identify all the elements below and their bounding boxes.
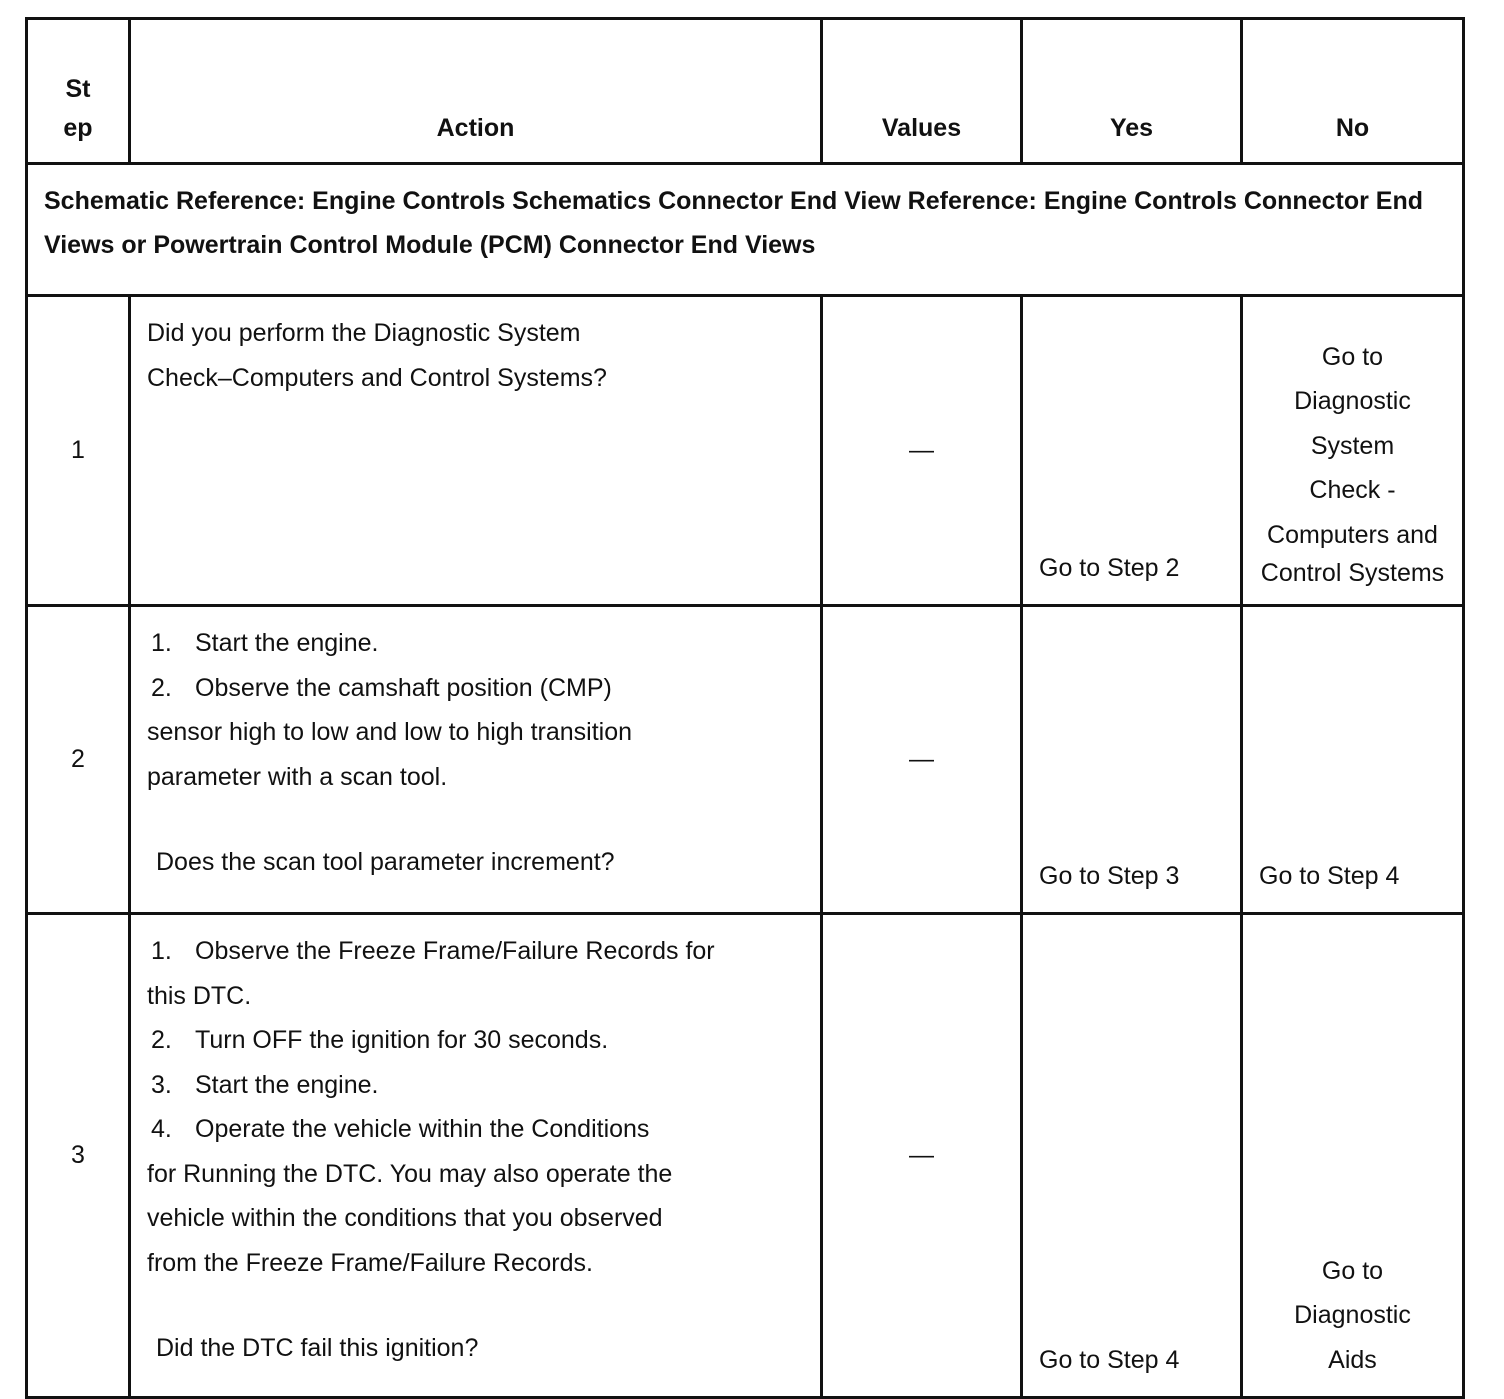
header-step: St ep — [27, 19, 130, 164]
values-cell: — — [822, 914, 1022, 1398]
no-line: Computers and — [1267, 520, 1438, 549]
action-line: for Running the DTC. You may also operate the — [147, 1159, 673, 1188]
no-line: Diagnostic — [1294, 387, 1411, 415]
step-number: 1 — [27, 296, 130, 606]
action-line: this DTC. — [147, 981, 252, 1010]
action-item: 3. Start the engine. — [151, 1070, 379, 1099]
no-cell — [1242, 914, 1464, 1398]
action-question: Does the scan tool parameter increment? — [156, 848, 615, 876]
no-cell — [1242, 296, 1464, 606]
yes-link[interactable]: Go to Step 3 — [1039, 861, 1180, 890]
yes-cell — [1022, 606, 1242, 914]
no-line: Aids — [1328, 1345, 1377, 1374]
action-question: Did the DTC fail this ignition? — [156, 1334, 479, 1362]
values-cell: — — [822, 296, 1022, 606]
action-line: Check–Computers and Control Systems? — [147, 363, 607, 392]
action-item: 2. Turn OFF the ignition for 30 seconds. — [151, 1026, 609, 1054]
reference-row — [27, 164, 1464, 296]
header-values: Values — [822, 19, 1022, 164]
action-item: 1. Start the engine. — [151, 629, 379, 657]
yes-link[interactable]: Go to Step 2 — [1039, 553, 1180, 582]
no-line: Go to — [1321, 342, 1384, 371]
no-cell — [1242, 606, 1464, 914]
action-line: vehicle within the conditions that you observed — [147, 1204, 663, 1232]
yes-cell — [1022, 914, 1242, 1398]
step-number: 3 — [27, 914, 130, 1398]
schematic-reference: Schematic Reference: Engine Controls Schematics Connector End View Reference: Engine Controls Connector End Views or Powertrain Control Module (PCM) Connector End Views — [27, 164, 1464, 296]
no-link[interactable] — [1243, 1249, 1462, 1383]
no-line: Control Systems — [1260, 559, 1445, 587]
header-action: Action — [130, 19, 822, 164]
yes-link[interactable]: Go to Step 4 — [1039, 1345, 1180, 1374]
no-line: Go to — [1321, 1256, 1384, 1285]
action-item: 2. Observe the camshaft position (CMP) — [151, 673, 612, 702]
values-cell: — — [822, 606, 1022, 914]
header-row — [27, 19, 1464, 164]
header-no: No — [1242, 19, 1464, 164]
table-row — [27, 606, 1464, 914]
action-line: parameter with a scan tool. — [147, 762, 448, 791]
action-line: from the Freeze Frame/Failure Records. — [147, 1248, 593, 1277]
table-row — [27, 296, 1464, 606]
action-line: sensor high to low and low to high transition — [147, 718, 633, 746]
action-cell — [130, 606, 822, 914]
table-row — [27, 914, 1464, 1398]
no-link[interactable]: Go to Step 4 — [1259, 861, 1400, 890]
step-number: 2 — [27, 606, 130, 914]
no-line: Check - — [1309, 476, 1396, 504]
header-yes: Yes — [1022, 19, 1242, 164]
action-cell — [130, 914, 822, 1398]
diagnostic-table — [25, 17, 1465, 1399]
action-cell — [130, 296, 822, 606]
yes-cell — [1022, 296, 1242, 606]
action-item: 4. Operate the vehicle within the Conditions — [151, 1115, 650, 1143]
no-line: System — [1310, 431, 1395, 460]
no-link[interactable] — [1243, 335, 1462, 591]
action-item: 1. Observe the Freeze Frame/Failure Records for — [151, 937, 715, 965]
action-line: Did you perform the Diagnostic System — [147, 319, 581, 347]
no-line: Diagnostic — [1294, 1301, 1411, 1329]
